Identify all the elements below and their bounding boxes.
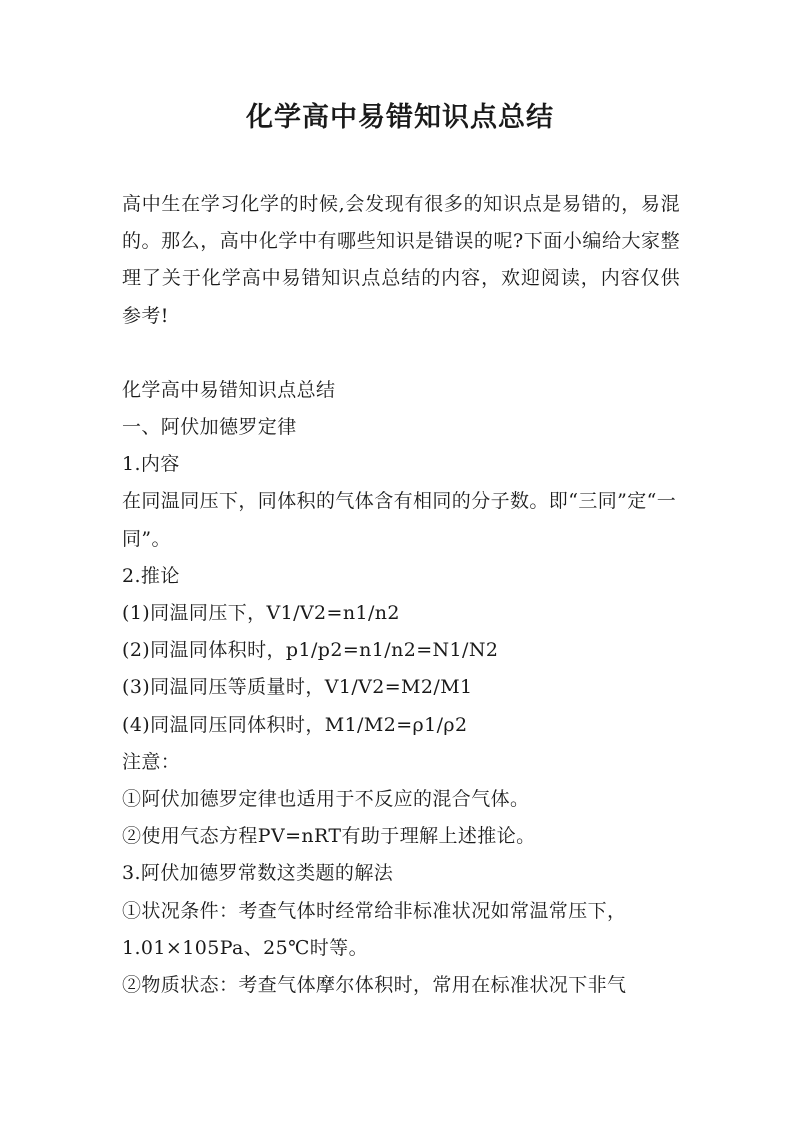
- section-heading-avogadro: 一、阿伏加德罗定律: [122, 416, 297, 439]
- item-text-content: 在同温同压下，同体积的气体含有相同的分子数。即“三同”定“一同”。: [122, 490, 677, 550]
- method-point: ①状况条件：考查气体时经常给非标准状况如常温常压下，1.01×105Pa、25℃时等。: [122, 899, 627, 959]
- paragraph-spacer: [122, 335, 682, 372]
- corollary-line: (2)同温同体积时，p1/p2=n1/n2=N1/N2: [122, 639, 499, 662]
- corollary-line: (3)同温同压等质量时，V1/V2=M2/M1: [122, 676, 473, 699]
- notes-heading: 注意：: [122, 750, 181, 773]
- item-heading-content: 1.内容: [122, 453, 180, 476]
- corollary-line: (1)同温同压下，V1/V2=n1/n2: [122, 602, 400, 625]
- item-heading-method: 3.阿伏加德罗常数这类题的解法: [122, 862, 394, 885]
- item-heading-corollary: 2.推论: [122, 564, 180, 587]
- document-body: [122, 186, 682, 1004]
- section-subtitle: 化学高中易错知识点总结: [122, 378, 336, 401]
- method-point: ②物质状态：考查气体摩尔体积时，常用在标准状况下非气: [122, 974, 627, 997]
- note-line: ①阿伏加德罗定律也适用于不反应的混合气体。: [122, 788, 530, 811]
- document-title: 化学高中易错知识点总结: [246, 102, 554, 133]
- intro-paragraph: 高中生在学习化学的时候,会发现有很多的知识点是易错的，易混的。那么，高中化学中有哪些知识是错误的呢?下面小编给大家整理了关于化学高中易错知识点总结的内容，欢迎阅读，内容仅供参考!: [122, 193, 680, 327]
- corollary-line: (4)同温同压同体积时，M1/M2=ρ1/ρ2: [122, 713, 468, 736]
- note-line: ②使用气态方程PV=nRT有助于理解上述推论。: [122, 825, 536, 848]
